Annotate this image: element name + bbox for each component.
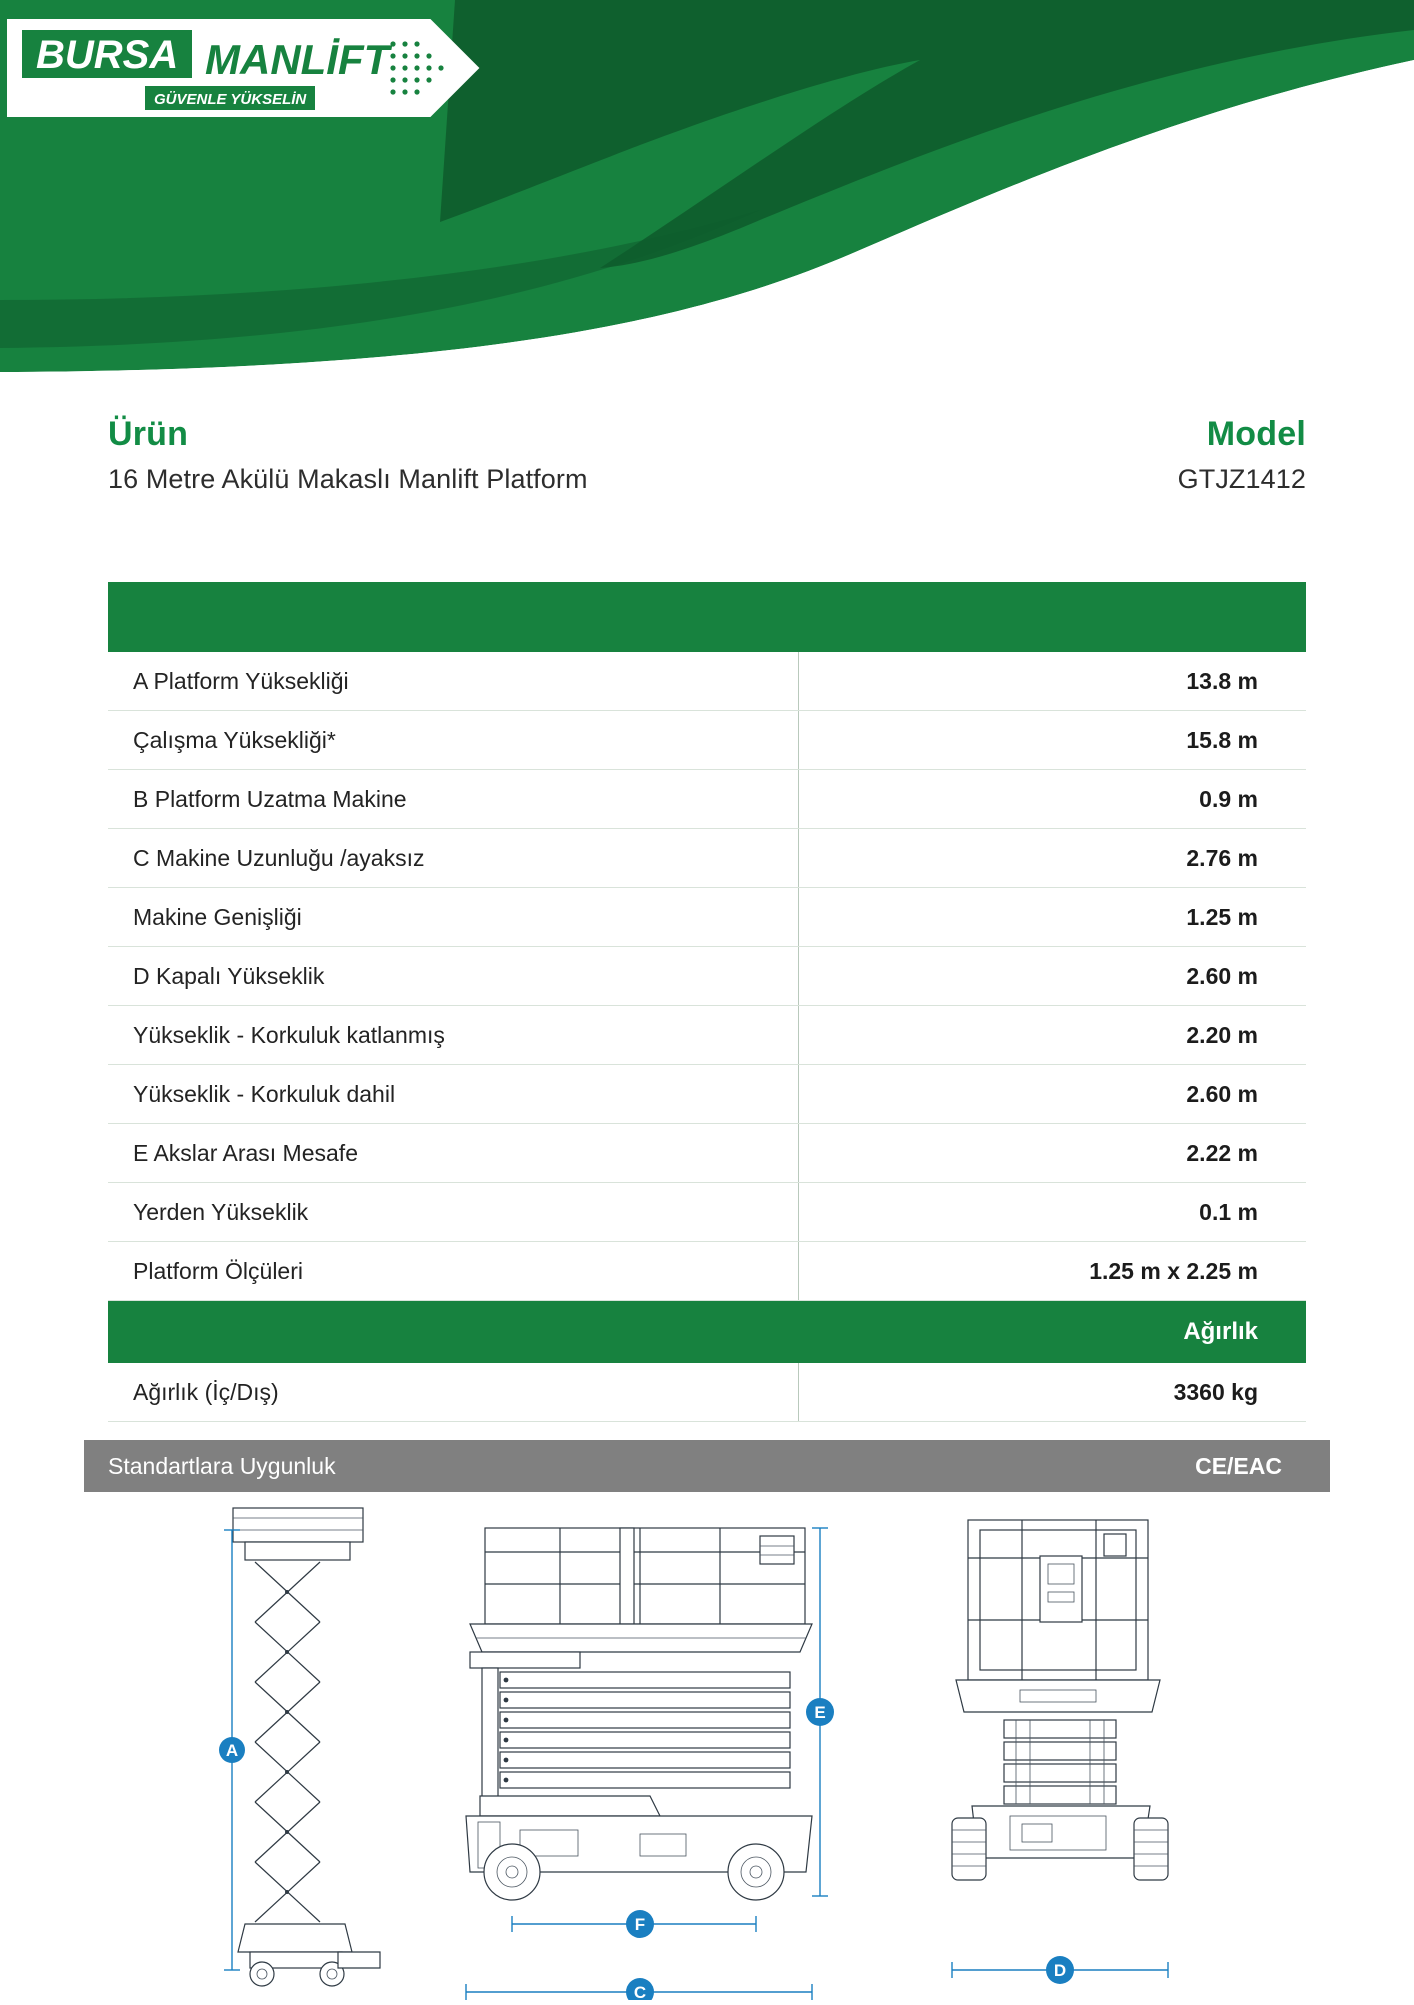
spec-value: 2.60 m — [1186, 1080, 1258, 1107]
callout-f: F — [634, 1915, 646, 1934]
product-block — [108, 415, 588, 495]
column-divider — [798, 1124, 799, 1182]
spec-label: C Makine Uzunluğu /ayaksız — [133, 844, 425, 871]
standards-wrapper — [84, 1440, 1330, 1492]
column-divider — [798, 1363, 799, 1421]
spec-table-header-bar — [108, 582, 1306, 652]
table-row — [108, 829, 1306, 888]
column-divider — [798, 770, 799, 828]
spec-value: 2.20 m — [1186, 1021, 1258, 1048]
spec-label: A Platform Yüksekliği — [133, 667, 349, 694]
table-row — [108, 652, 1306, 711]
standards-label: Standartlara Uygunluk — [108, 1452, 336, 1479]
model-label: Model — [1206, 415, 1306, 453]
table-row — [108, 711, 1306, 770]
callout-e: E — [814, 1703, 826, 1722]
column-divider — [798, 829, 799, 887]
table-row — [108, 888, 1306, 947]
weight-header-label: Ağırlık — [1183, 1318, 1258, 1345]
spec-value: 1.25 m — [1186, 903, 1258, 930]
company-logo — [0, 0, 600, 130]
drawing-front-view — [952, 1520, 1168, 1984]
drawings-svg — [0, 1500, 1414, 2000]
callout-d: D — [1053, 1961, 1067, 1980]
column-divider — [798, 652, 799, 710]
table-row — [108, 1124, 1306, 1183]
spec-label: Çalışma Yüksekliği* — [133, 726, 336, 753]
column-divider — [798, 1242, 799, 1300]
logo-tagline-text: GÜVENLE YÜKSELİN — [154, 91, 307, 108]
spec-value: 15.8 m — [1186, 726, 1258, 753]
weight-section-header — [108, 1301, 1306, 1363]
spec-label: Makine Genişliği — [133, 903, 302, 930]
spec-label: Platform Ölçüleri — [133, 1257, 303, 1284]
technical-drawings — [0, 1500, 1414, 2000]
column-divider — [798, 1183, 799, 1241]
spec-value: 13.8 m — [1186, 667, 1258, 694]
column-divider — [798, 888, 799, 946]
spec-label: Ağırlık (İç/Dış) — [133, 1378, 279, 1405]
column-divider — [798, 1006, 799, 1064]
logo-secondary-text: MANLİFT — [205, 36, 390, 83]
table-row — [108, 1242, 1306, 1301]
spec-value: 1.25 m x 2.25 m — [1089, 1257, 1258, 1284]
spec-label: Yerden Yükseklik — [133, 1198, 309, 1225]
table-row — [108, 1363, 1306, 1422]
table-row — [108, 947, 1306, 1006]
logo-main-text: BURSA — [36, 33, 179, 77]
drawing-extended-elevation — [219, 1508, 380, 1986]
spec-value: 2.60 m — [1186, 962, 1258, 989]
model-value: GTJZ1412 — [1177, 464, 1306, 494]
standards-row — [84, 1440, 1330, 1492]
spec-label: Yükseklik - Korkuluk katlanmış — [133, 1021, 445, 1048]
spec-label: B Platform Uzatma Makine — [133, 785, 407, 812]
column-divider — [798, 711, 799, 769]
spec-value: 0.9 m — [1199, 785, 1258, 812]
spec-value: 0.1 m — [1199, 1198, 1258, 1225]
product-name: 16 Metre Akülü Makaslı Manlift Platform — [108, 464, 588, 494]
table-row — [108, 770, 1306, 829]
product-label: Ürün — [108, 415, 189, 453]
column-divider — [798, 947, 799, 1005]
table-row — [108, 1183, 1306, 1242]
spec-value: 2.76 m — [1186, 844, 1258, 871]
spec-value: 3360 kg — [1173, 1378, 1258, 1405]
specifications-table — [108, 582, 1306, 1422]
column-divider — [798, 1065, 799, 1123]
table-row — [108, 1065, 1306, 1124]
product-title-row — [0, 415, 1414, 495]
spec-label: E Akslar Arası Mesafe — [133, 1139, 358, 1166]
page-header — [0, 0, 1414, 390]
spec-label: D Kapalı Yükseklik — [133, 962, 325, 989]
model-block — [1178, 415, 1306, 495]
spec-label: Yükseklik - Korkuluk dahil — [133, 1080, 396, 1107]
callout-a: A — [225, 1741, 239, 1760]
callout-c: C — [633, 1983, 647, 2000]
drawing-side-view — [466, 1528, 834, 2000]
spec-value: 2.22 m — [1186, 1139, 1258, 1166]
standards-value: CE/EAC — [1195, 1452, 1282, 1479]
table-row — [108, 1006, 1306, 1065]
